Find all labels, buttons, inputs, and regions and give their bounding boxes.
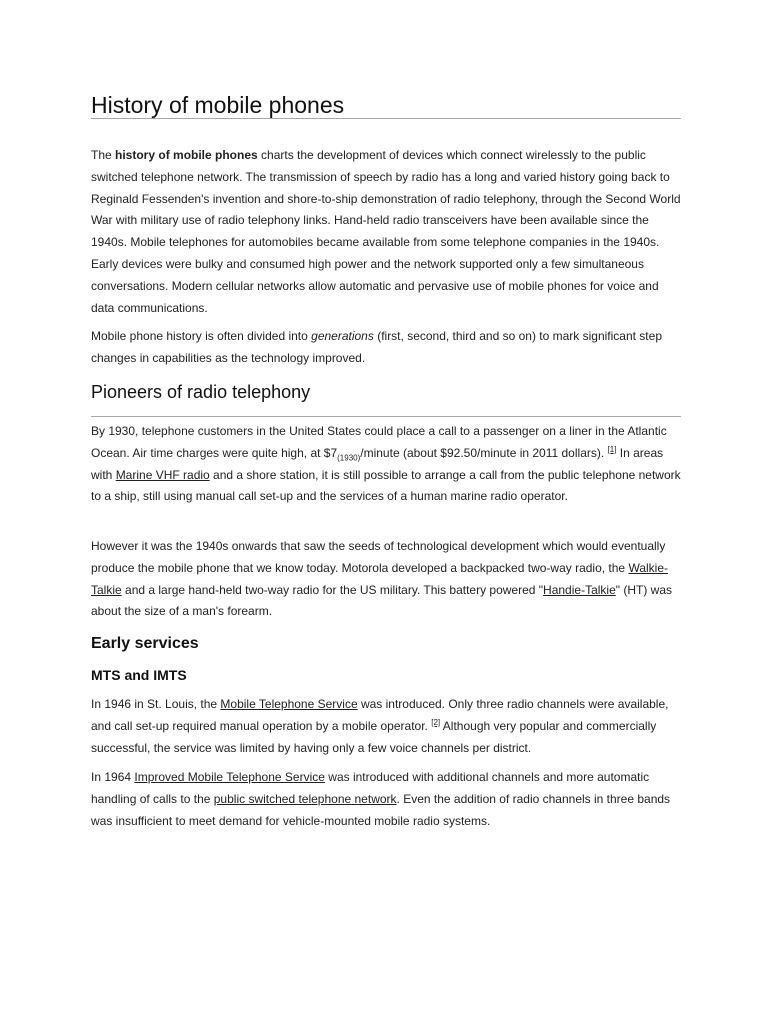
mts-text-3: Although very popular and commercially successful, the service was limited by having only a few voice channels per district. <box>91 718 657 755</box>
intro-paragraph-2 <box>91 326 683 370</box>
subsection-heading-mts-imts: MTS and IMTS <box>91 667 187 683</box>
pioneers-text-1: By 1930, telephone customers in the United States could place a call to a passenger on a liner in the Atlantic Ocean. Air time charges were quite high, at $7 <box>91 424 667 460</box>
title-divider <box>91 118 681 119</box>
pioneers-divider <box>91 416 681 417</box>
marine-vhf-radio-link[interactable]: Marine VHF radio <box>115 467 210 482</box>
pioneers-text-4: and a shore station, it is still possible to arrange a call from the public telephone network to a ship, still using manual call set-up and the services of a human marine radio operator. <box>91 467 681 504</box>
intro-text-start: The <box>91 148 116 162</box>
pioneers2-text-2: and a large hand-held two-way radio for the US military. This battery powered " <box>121 582 544 597</box>
imts-text-2: was introduced with additional channels and more automatic handling of calls to the <box>91 770 650 806</box>
mts-text-2: was introduced. Only three radio channels were available, and call set-up required manual operation by a mobile operator. <box>91 697 669 733</box>
section-heading-pioneers: Pioneers of radio telephony <box>91 382 311 402</box>
intro-bold-term: history of mobile phones <box>115 148 258 162</box>
intro-text-rest: charts the development of devices which connect wirelessly to the public switched telephone network. The transmission of speech by radio has a long and varied history going back to Reginald Fessenden's invention and shore-to-ship demonstration of radio telephony, through the Second World War with military use of radio telephony links. Hand-held radio transceivers have been available since the 1940s. Mobile telephones for automobiles became available from some telephone companies in the 1940s. Early devices were bulky and consumed high power and the network supported only a few simultaneous conversations. Modern cellular networks allow automatic and pervasive use of mobile phones for voice and data communications. <box>91 148 681 315</box>
pioneers-text-3: In areas with <box>91 445 664 482</box>
pioneers2-text-3: " (HT) was about the size of a man's forearm. <box>91 582 673 619</box>
reference-link-1[interactable]: [1] <box>607 444 617 454</box>
year-subscript: (1930) <box>337 453 361 463</box>
generations-term: generations <box>311 329 374 343</box>
intro2-text-rest: (first, second, third and so on) to mark significant step changes in capabilities as the technology improved. <box>91 329 662 365</box>
public-switched-telephone-network-link[interactable]: public switched telephone network <box>213 791 397 806</box>
imts-text-3: . Even the addition of radio channels in three bands was insufficient to meet demand for vehicle-mounted mobile radio systems. <box>91 791 671 828</box>
mts-text-1: In 1946 in St. Louis, the <box>91 697 221 711</box>
page-title: History of mobile phones <box>91 92 345 118</box>
section-heading-early-services: Early services <box>91 635 199 652</box>
mts-paragraph-1 <box>91 694 683 759</box>
imts-text-1: In 1964 <box>91 770 135 784</box>
pioneers-paragraph-1 <box>91 421 683 508</box>
reference-link-2[interactable]: [2] <box>431 717 441 727</box>
intro2-text-start: Mobile phone history is often divided into <box>91 329 312 343</box>
improved-mobile-telephone-service-link[interactable]: Improved Mobile Telephone Service <box>134 770 325 784</box>
pioneers2-text-1: However it was the 1940s onwards that saw the seeds of technological development which would eventually produce the mobile phone that we know today. Motorola developed a backpacked two-way radio, the <box>91 539 666 575</box>
intro-paragraph-1 <box>91 145 683 319</box>
pioneers-paragraph-2 <box>91 536 683 623</box>
imts-paragraph <box>91 767 683 832</box>
pioneers-text-2: /minute (about $92.50/minute in 2011 dollars). <box>360 445 608 460</box>
handie-talkie-link[interactable]: Handie-Talkie <box>543 582 616 597</box>
mobile-telephone-service-link[interactable]: Mobile Telephone Service <box>220 697 358 711</box>
walkie-talkie-link[interactable]: Walkie-Talkie <box>91 560 669 597</box>
